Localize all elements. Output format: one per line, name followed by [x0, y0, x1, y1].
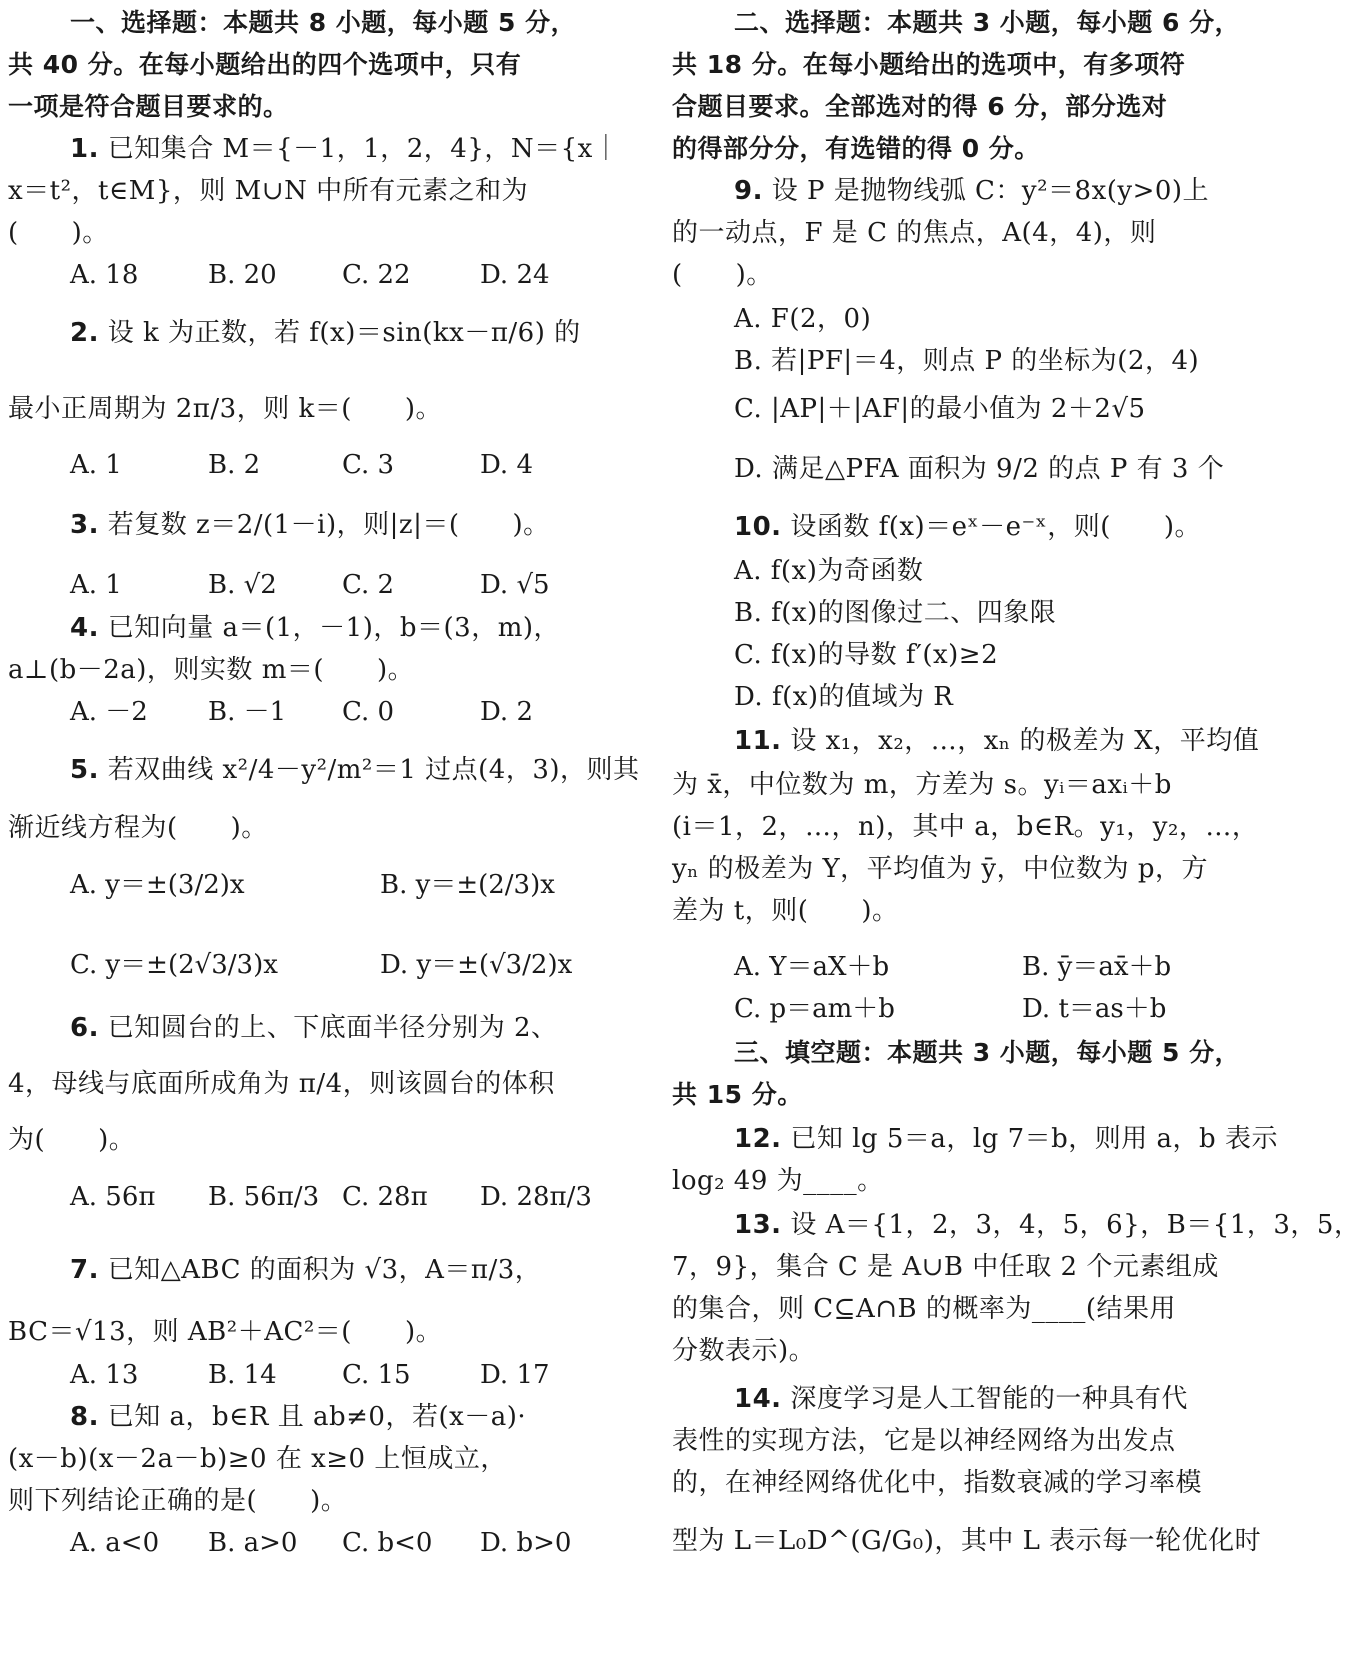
question-stem	[70, 132, 619, 166]
option-text: B. a>0	[208, 1528, 298, 1558]
line-text: 的集合，则 C⊆A∩B 的概率为____(结果用	[672, 1294, 1177, 1324]
section-heading	[734, 6, 1240, 40]
line-text: 差为 t，则( )。	[672, 896, 899, 926]
line-text: 共 40 分。在每小题给出的四个选项中，只有	[8, 50, 522, 79]
option-text: A. y＝±(3/2)x	[70, 870, 245, 900]
line-text: 分数表示)。	[672, 1336, 816, 1366]
option-text: D. 24	[480, 260, 550, 290]
option-text: B. 56π/3	[208, 1182, 320, 1212]
line-text: 二、选择题：本题共 3 小题，每小题 6 分，	[734, 8, 1241, 37]
option-text: A. 1	[70, 570, 122, 600]
section-heading	[672, 48, 1185, 82]
question-number: 12.	[734, 1124, 782, 1154]
question-text	[8, 216, 109, 250]
line-text: 的，在神经网络优化中，指数衰减的学习率模	[672, 1468, 1203, 1498]
line-text: 渐近线方程为( )。	[8, 813, 268, 843]
question-text	[8, 811, 268, 845]
line-text: BC＝√13，则 AB²＋AC²＝( )。	[8, 1317, 443, 1347]
line-text: 为( )。	[8, 1125, 136, 1155]
question-text	[8, 1315, 442, 1349]
option-text: C. 28π	[342, 1182, 428, 1212]
option-text: D. 28π/3	[480, 1182, 592, 1212]
line-text: 4，母线与底面所成角为 π/4，则该圆台的体积	[8, 1069, 555, 1099]
line-text: yₙ 的极差为 Y，平均值为 ȳ，中位数为 p，方	[672, 854, 1208, 884]
line-text: 共 18 分。在每小题给出的选项中，有多项符	[672, 50, 1186, 79]
section-heading	[8, 48, 521, 82]
question-number: 7.	[70, 1255, 99, 1285]
question-stem	[734, 1208, 1360, 1242]
option-text	[734, 596, 1056, 630]
line-text: 设函数 f(x)＝eˣ－e⁻ˣ，则( )。	[781, 512, 1201, 542]
line-text: D. f(x)的值域为 R	[734, 682, 954, 712]
question-text	[8, 653, 414, 687]
line-text: 则下列结论正确的是( )。	[8, 1486, 348, 1516]
question-text	[672, 1424, 1176, 1458]
line-text: 设 k 为正数，若 f(x)＝sin(kx－π/6) 的	[98, 318, 581, 348]
line-text: 三、填空题：本题共 3 小题，每小题 5 分，	[734, 1038, 1241, 1067]
option-text: C. p＝am＋b	[734, 994, 895, 1024]
question-number: 1.	[70, 134, 99, 164]
option-text: B. 20	[208, 260, 277, 290]
question-stem	[70, 1400, 526, 1434]
question-text	[8, 1484, 347, 1518]
question-text	[8, 1442, 507, 1476]
line-text: log₂ 49 为____。	[672, 1166, 884, 1196]
question-stem	[734, 724, 1259, 758]
section-heading	[8, 90, 289, 124]
option-text: A. －2	[70, 697, 148, 727]
line-text: ( )。	[672, 260, 773, 290]
question-number: 5.	[70, 755, 99, 785]
section-heading	[672, 1078, 803, 1112]
line-text: 最小正周期为 2π/3，则 k＝( )。	[8, 394, 443, 424]
option-text: C. 15	[342, 1360, 411, 1390]
question-stem	[70, 1011, 558, 1045]
option-text: A. 56π	[70, 1182, 156, 1212]
question-stem	[70, 753, 640, 787]
question-number: 13.	[734, 1210, 782, 1240]
line-text: 的一动点，F 是 C 的焦点，A(4，4)，则	[672, 218, 1157, 248]
line-text: ( )。	[8, 218, 109, 248]
option-text: A. a<0	[70, 1528, 160, 1558]
option-text: A. Y＝aX＋b	[734, 952, 890, 982]
line-text: 型为 L＝L₀D^(G/G₀)，其中 L 表示每一轮优化时	[672, 1526, 1262, 1556]
question-text	[672, 1524, 1261, 1558]
question-text	[672, 1292, 1176, 1326]
option-text: C. 2	[342, 570, 395, 600]
option-text: D. b>0	[480, 1528, 572, 1558]
option-text	[734, 554, 923, 588]
question-text	[672, 258, 773, 292]
question-number: 14.	[734, 1384, 782, 1414]
option-text: D. 2	[480, 697, 533, 727]
line-text: 已知△ABC 的面积为 √3，A＝π/3，	[98, 1255, 542, 1285]
line-text: a⊥(b－2a)，则实数 m＝( )。	[8, 655, 415, 685]
question-text	[672, 1164, 884, 1198]
option-text: B. ȳ＝ax̄＋b	[1022, 952, 1172, 982]
line-text: D. 满足△PFA 面积为 9/2 的点 P 有 3 个	[734, 454, 1225, 484]
option-text: C. 0	[342, 697, 395, 727]
line-text: (x－b)(x－2a－b)≥0 在 x≥0 上恒成立，	[8, 1444, 507, 1474]
line-text: 已知圆台的上、下底面半径分别为 2、	[98, 1013, 558, 1043]
option-text: C. 3	[342, 450, 395, 480]
option-text: B. y＝±(2/3)x	[380, 870, 555, 900]
question-text	[672, 216, 1156, 250]
question-text	[672, 1250, 1219, 1284]
line-text: 一、选择题：本题共 8 小题，每小题 5 分，	[70, 8, 577, 37]
option-text	[734, 344, 1199, 378]
question-stem	[734, 174, 1209, 208]
question-number: 3.	[70, 510, 99, 540]
line-text: 已知 a，b∈R 且 ab≠0，若(x－a)·	[98, 1402, 527, 1432]
option-text: C. y＝±(2√3/3)x	[70, 950, 278, 980]
option-text: A. 13	[70, 1360, 139, 1390]
question-stem	[734, 1122, 1278, 1156]
section-heading	[70, 6, 576, 40]
option-text: B. －1	[208, 697, 287, 727]
question-text	[672, 1466, 1202, 1500]
question-number: 8.	[70, 1402, 99, 1432]
option-text	[734, 302, 871, 336]
question-text	[672, 810, 1258, 844]
line-text: 表性的实现方法，它是以神经网络为出发点	[672, 1426, 1176, 1456]
question-text	[672, 852, 1208, 886]
question-text	[672, 894, 899, 928]
question-text	[8, 1067, 555, 1101]
line-text: 7，9}，集合 C 是 A∪B 中任取 2 个元素组成	[672, 1252, 1219, 1282]
line-text: C. f(x)的导数 f′(x)≥2	[734, 640, 999, 670]
option-text	[734, 452, 1224, 486]
question-number: 9.	[734, 176, 763, 206]
line-text: B. 若|PF|＝4，则点 P 的坐标为(2，4)	[734, 346, 1200, 376]
question-number: 4.	[70, 613, 99, 643]
line-text: A. f(x)为奇函数	[734, 556, 924, 586]
question-text	[8, 1123, 135, 1157]
line-text: x＝t²，t∈M}，则 M∪N 中所有元素之和为	[8, 176, 529, 206]
line-text: 为 x̄，中位数为 m，方差为 s。yᵢ＝axᵢ＋b	[672, 770, 1172, 800]
option-text: A. 18	[70, 260, 139, 290]
question-stem	[734, 510, 1201, 544]
option-text: B. 2	[208, 450, 261, 480]
question-text	[672, 1334, 815, 1368]
line-text: 设 P 是抛物线弧 C：y²＝8x(y>0)上	[762, 176, 1210, 206]
section-heading	[734, 1036, 1240, 1070]
line-text: 设 A＝{1，2，3，4，5，6}，B＝{1，3，5，	[781, 1210, 1360, 1240]
option-text: B. √2	[208, 570, 277, 600]
line-text: 若双曲线 x²/4－y²/m²＝1 过点(4，3)，则其	[98, 755, 640, 785]
line-text: 设 x₁，x₂，…，xₙ 的极差为 X，平均值	[781, 726, 1260, 756]
option-text	[734, 638, 998, 672]
question-stem	[70, 1253, 541, 1287]
question-text	[672, 768, 1172, 802]
question-stem	[70, 316, 581, 350]
option-text: B. 14	[208, 1360, 277, 1390]
question-text	[8, 392, 442, 426]
line-text: (i＝1，2，…，n)，其中 a，b∈R。y₁，y₂，…，	[672, 812, 1259, 842]
question-text	[8, 174, 528, 208]
option-text: A. 1	[70, 450, 122, 480]
option-text: D. t＝as＋b	[1022, 994, 1167, 1024]
question-number: 6.	[70, 1013, 99, 1043]
option-text	[734, 392, 1146, 426]
line-text: 若复数 z＝2/(1－i)，则|z|＝( )。	[98, 510, 550, 540]
line-text: 的得部分分，有选错的得 0 分。	[672, 134, 1040, 163]
question-stem	[70, 508, 550, 542]
line-text: B. f(x)的图像过二、四象限	[734, 598, 1057, 628]
line-text: 合题目要求。全部选对的得 6 分，部分选对	[672, 92, 1168, 121]
line-text: 已知 lg 5＝a，lg 7＝b，则用 a，b 表示	[781, 1124, 1278, 1154]
line-text: 已知向量 a＝(1，－1)，b＝(3，m)，	[98, 613, 560, 643]
option-text: C. 22	[342, 260, 411, 290]
section-heading	[672, 132, 1040, 166]
line-text: C. |AP|＋|AF|的最小值为 2＋2√5	[734, 394, 1146, 424]
line-text: 一项是符合题目要求的。	[8, 92, 289, 121]
section-heading	[672, 90, 1167, 124]
question-stem	[70, 611, 560, 645]
option-text	[734, 680, 953, 714]
option-text: C. b<0	[342, 1528, 433, 1558]
option-text: D. 4	[480, 450, 533, 480]
line-text: A. F(2，0)	[734, 304, 872, 334]
question-stem	[734, 1382, 1188, 1416]
question-number: 11.	[734, 726, 782, 756]
line-text: 共 15 分。	[672, 1080, 803, 1109]
line-text: 深度学习是人工智能的一种具有代	[781, 1384, 1188, 1414]
option-text: D. √5	[480, 570, 550, 600]
question-number: 2.	[70, 318, 99, 348]
line-text: 已知集合 M＝{－1，1，2，4}，N＝{x｜	[98, 134, 620, 164]
option-text: D. 17	[480, 1360, 550, 1390]
option-text: D. y＝±(√3/2)x	[380, 950, 573, 980]
question-number: 10.	[734, 512, 782, 542]
